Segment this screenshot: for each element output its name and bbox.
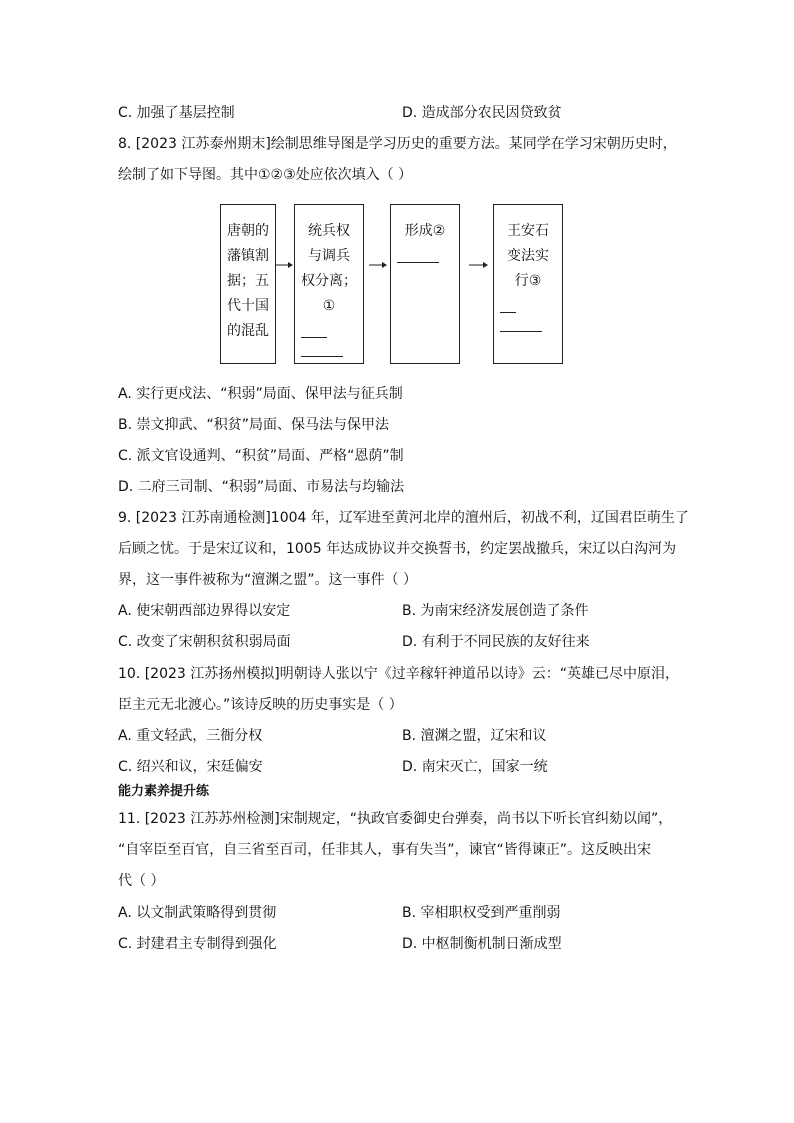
box2-line (301, 338, 357, 357)
box1-line: 据；五 (227, 273, 269, 289)
blank-1-marker: ① (322, 298, 336, 314)
q10-stem-line2: 臣主元无北渡心。”该诗反映的历史事实是（ ） (118, 697, 403, 713)
arrow-right-icon (368, 259, 388, 271)
q9-option-a: A. 使宋朝西部边界得以安定 (118, 603, 291, 619)
q11-option-c: C. 封建君主专制得到强化 (118, 936, 277, 952)
q10-option-a: A. 重文轻武，三衙分权 (118, 728, 263, 744)
q11-stem-line3: 代（ ） (118, 873, 165, 889)
q9-stem-line3: 界，这一事件被称为“澶渊之盟”。这一事件（ ） (118, 572, 417, 588)
box1-line: 代十国 (227, 298, 269, 314)
arrow-right-icon (276, 259, 294, 271)
q8-stem-line1: 8. [2023 江苏泰州期末]绘制思维导图是学习历史的重要方法。某同学在学习宋朝历史时， (118, 136, 677, 152)
box1-line: 藩镇割 (227, 248, 269, 264)
diagram-box-tang-chaos (220, 204, 276, 364)
blank-3-line-cont (500, 313, 542, 332)
q8-option-c: C. 派文官设通判、“积贫”局面、严格“恩荫”制 (118, 448, 404, 464)
q7-option-c: C. 加强了基层控制 (118, 105, 235, 121)
q10-option-c: C. 绍兴和议，宋廷偏安 (118, 759, 263, 775)
q11-stem-line2: “自宰臣至百官，自三省至百司，任非其人，事有失当”，谏官“皆得谏正”。这反映出宋 (118, 842, 652, 858)
q11-option-d: D. 中枢制衡机制日渐成型 (402, 936, 562, 952)
blank-1-line-cont (301, 338, 343, 357)
q9-option-b: B. 为南宋经济发展创造了条件 (402, 603, 589, 619)
box2-line: 权分离； (301, 273, 357, 289)
q10-option-b: B. 澶渊之盟，辽宋和议 (402, 728, 547, 744)
q8-stem-line2: 绘制了如下导图。其中①②③处应依次填入（ ） (118, 167, 413, 183)
blank-2-line (397, 244, 439, 263)
q10-option-d: D. 南宋灭亡，国家一统 (402, 759, 548, 775)
q8-option-b: B. 崇文抑武、“积贫”局面、保马法与保甲法 (118, 417, 390, 433)
q11-option-a: A. 以文制武策略得到贯彻 (118, 905, 277, 921)
q8-option-a: A. 实行更戍法、“积弱”局面、保甲法与征兵制 (118, 386, 403, 402)
diagram-box-wang-anshi-reform (493, 204, 563, 364)
blank-1-line (301, 319, 327, 338)
q9-option-d: D. 有利于不同民族的友好往来 (402, 634, 590, 650)
box4-line: 变法实 (507, 248, 549, 264)
box1-line: 的混乱 (227, 323, 269, 339)
q7-option-d: D. 造成部分农民因贷致贫 (402, 105, 562, 121)
box3-line: 形成② (404, 223, 446, 239)
q11-option-b: B. 宰相职权受到严重削弱 (402, 905, 561, 921)
box4-line (500, 269, 556, 313)
box3-line (397, 244, 453, 263)
box2-line: 与调兵 (308, 248, 350, 264)
q11-stem-line1: 11. [2023 江苏苏州检测]宋制规定，“执政官委御史台弹奏，尚书以下听长官纠劾以闻”， (118, 811, 673, 827)
q9-option-c: C. 改变了宋朝积贫积弱局面 (118, 634, 291, 650)
box2-line: 统兵权 (308, 223, 350, 239)
box4-line (500, 313, 556, 332)
q9-stem-line2: 后顾之忧。于是宋辽议和，1005 年达成协议并交换誓书，约定罢战撤兵，宋辽以白沟河为 (118, 541, 677, 557)
q9-stem-line1: 9. [2023 江苏南通检测]1004 年，辽军进至黄河北岸的澶州后，初战不利，辽国君臣萌生了 (118, 510, 689, 526)
section-heading: 能力素养提升练 (118, 784, 210, 799)
box1-line: 唐朝的 (227, 223, 269, 239)
diagram-box-form-situation (390, 204, 460, 364)
blank-3-marker: 行③ (514, 273, 542, 289)
arrow-right-icon (467, 259, 489, 271)
q10-stem-line1: 10. [2023 江苏扬州模拟]明朝诗人张以宁《过辛稼轩神道吊以诗》云：“英雄已尽中原泪， (118, 666, 679, 682)
blank-3-line (500, 294, 516, 313)
diagram-box-military-power (294, 204, 364, 364)
box2-line (301, 294, 357, 338)
box4-line: 王安石 (507, 223, 549, 239)
q8-option-d: D. 二府三司制、“积弱”局面、市易法与均输法 (118, 479, 405, 495)
